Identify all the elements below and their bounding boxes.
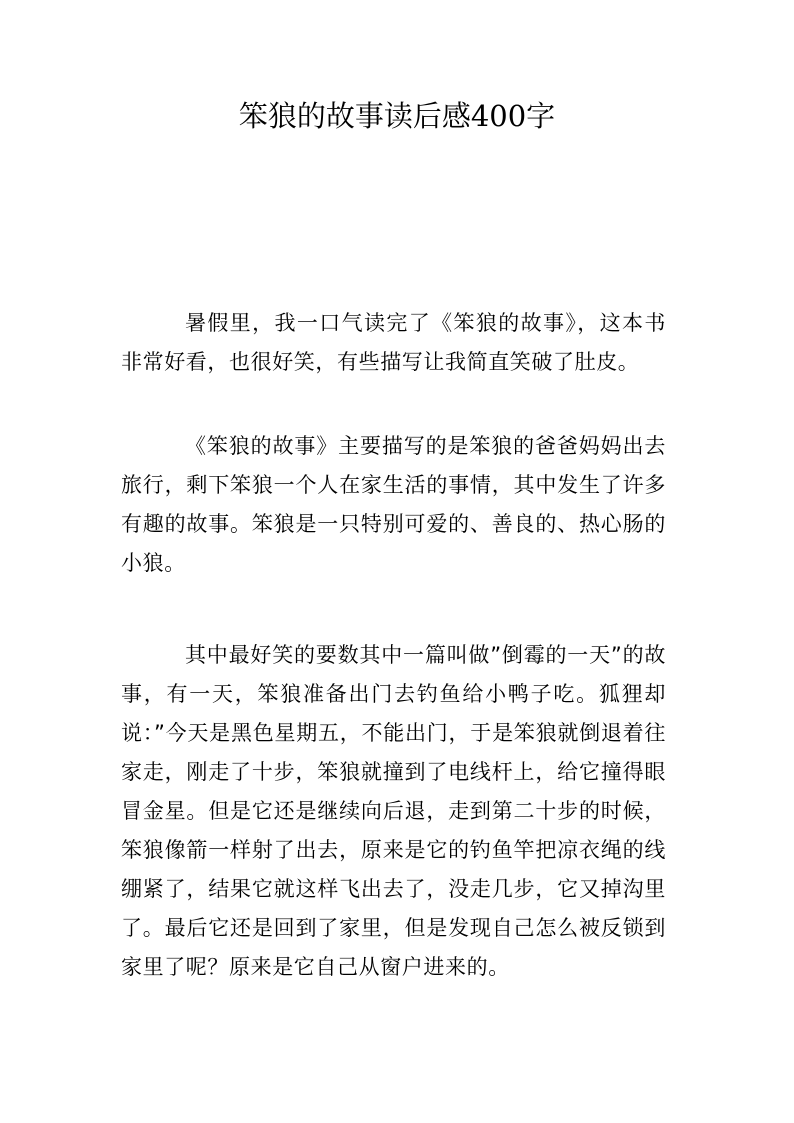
document-title: 笨狼的故事读后感400字 [238,99,556,133]
paragraph-1: 暑假里，我一口气读完了《笨狼的故事》，这本书非常好看，也很好笑，有些描写让我简直笑破了肚皮。 [121,311,666,374]
paragraph-3: 其中最好笑的要数其中一篇叫做”倒霉的一天”的故事，有一天，笨狼准备出门去钓鱼给小鸭子吃。狐狸却说：”今天是黑色星期五，不能出门，于是笨狼就倒退着往家走，刚走了十步，笨狼就撞到了电线杆上，给它撞得眼冒金星。但是它还是继续向后退，走到第二十步的时候，笨狼像箭一样射了出去，原来是它的钓鱼竿把凉衣绳的线绷紧了，结果它就这样飞出去了，没走几步，它又掉沟里了。最后它还是回到了家里，但是发现自己怎么被反锁到家里了呢？原来是它自己从窗户进来的。 [121,643,666,979]
paragraph-2: 《笨狼的故事》主要描写的是笨狼的爸爸妈妈出去旅行，剩下笨狼一个人在家生活的事情，其中发生了许多有趣的故事。笨狼是一只特别可爱的、善良的、热心肠的小狼。 [121,434,666,575]
